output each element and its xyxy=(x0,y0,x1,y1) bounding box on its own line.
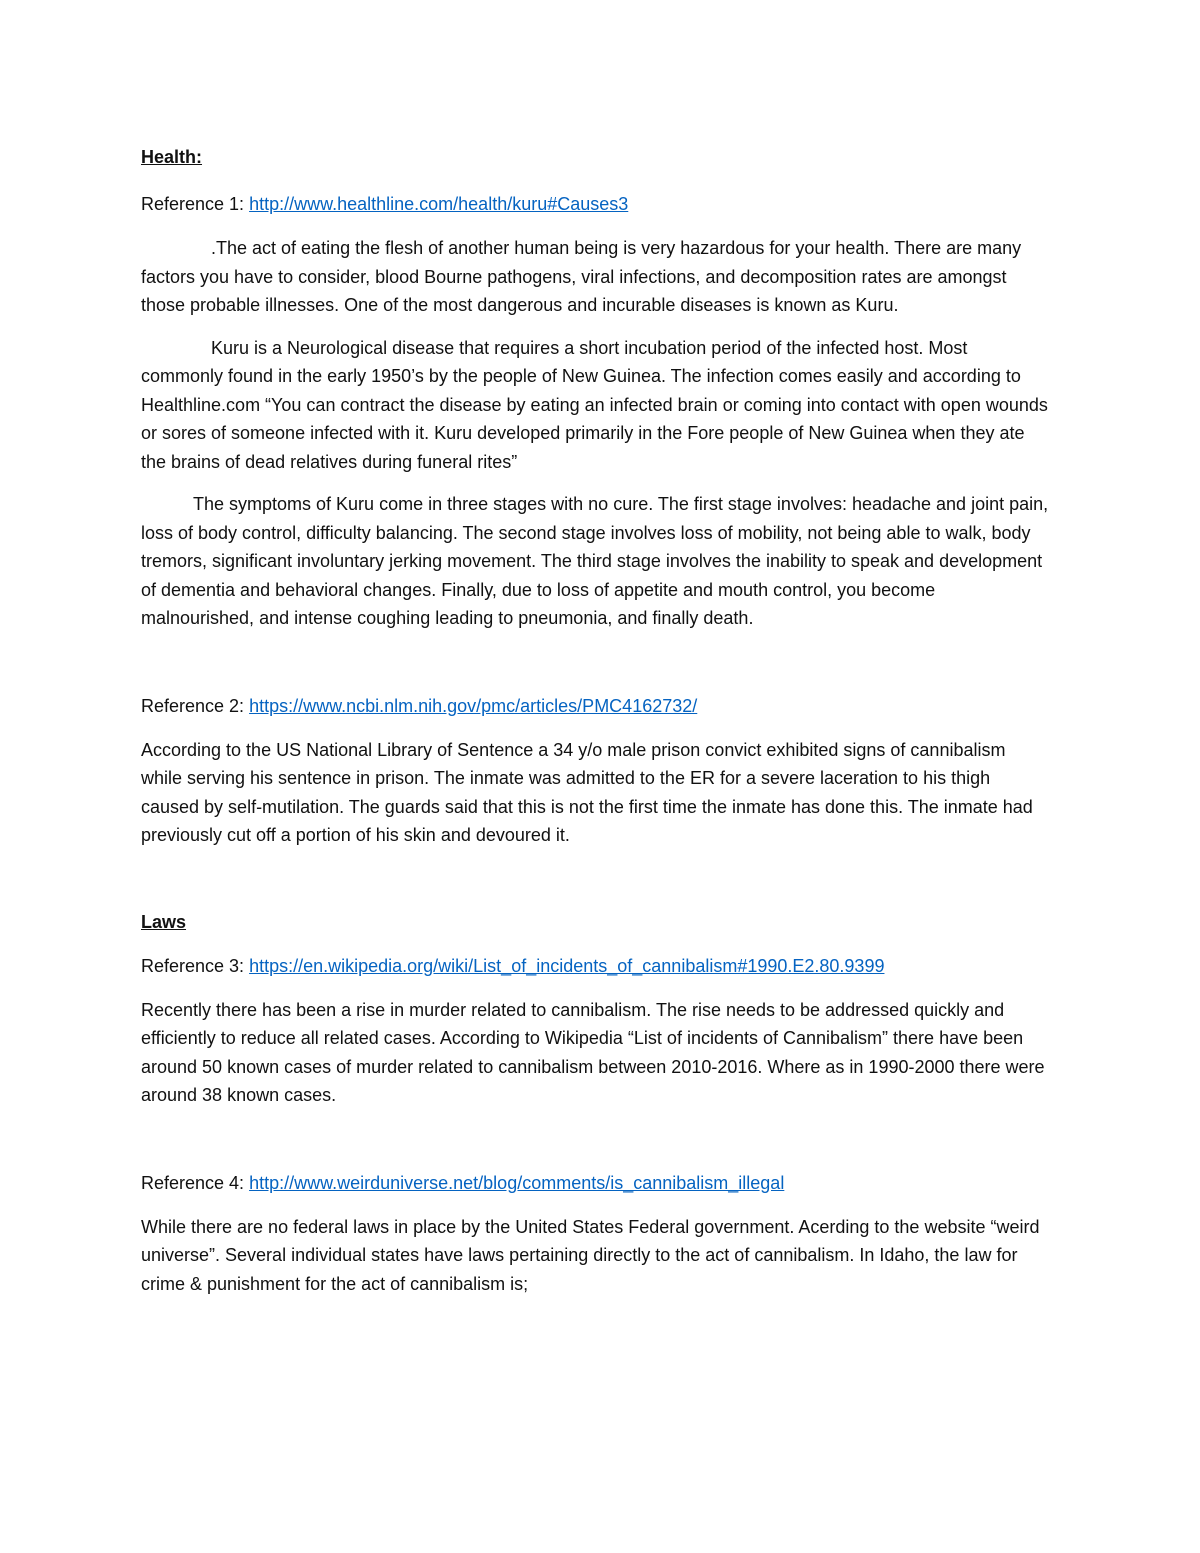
health-paragraph-1: .The act of eating the flesh of another human being is very hazardous for your health. There are many factors you have to consider, blood Bourne pathogens, viral infections, and decomposition rates are amongst those probable illnesses. One of the most dangerous and incurable diseases is known as Kuru. xyxy=(141,238,1022,315)
reference-2-label: Reference 2: xyxy=(141,695,250,716)
reference-2 xyxy=(141,692,1051,720)
reference-3-paragraph: Recently there has been a rise in murder related to cannibalism. The rise needs to be addressed quickly and efficiently to reduce all related cases. According to Wikipedia “List of incidents of Cannibalism” there have been around 50 known cases of murder related to cannibalism between 2010-2016. Where as in 1990-2000 there were around 38 known cases. xyxy=(141,999,1045,1105)
reference-4-label: Reference 4: xyxy=(141,1172,250,1193)
health-heading: Health: xyxy=(141,147,203,167)
health-paragraph-2: Kuru is a Neurological disease that requires a short incubation period of the infected host. Most commonly found in the early 1950’s by the people of New Guinea. The infection comes easily and according to Healthline.com “You can contract the disease by eating an infected brain or coming into contact with open wounds or sores of someone infected with it. Kuru developed primarily in the Fore people of New Guinea when they ate the brains of dead relatives during funeral rites” xyxy=(141,337,1048,472)
reference-3-link[interactable]: https://en.wikipedia.org/wiki/List_of_incidents_of_cannibalism#1990.E2.80.9399 xyxy=(249,955,885,976)
reference-3 xyxy=(141,952,1051,980)
reference-3-label: Reference 3: xyxy=(141,955,250,976)
reference-2-paragraph: According to the US National Library of Sentence a 34 y/o male prison convict exhibited signs of cannibalism while serving his sentence in prison. The inmate was admitted to the ER for a severe laceration to his thigh caused by self-mutilation. The guards said that this is not the first time the inmate has done this. The inmate had previously cut off a portion of his skin and devoured it. xyxy=(141,739,1033,845)
reference-4 xyxy=(141,1169,1051,1197)
reference-1 xyxy=(141,190,1051,218)
health-paragraph-3: The symptoms of Kuru come in three stages with no cure. The first stage involves: headache and joint pain, loss of body control, difficulty balancing. The second stage involves loss of mobility, not being able to walk, body tremors, significant involuntary jerking movement. The third stage involves the inability to speak and development of dementia and behavioral changes. Finally, due to loss of appetite and mouth control, you become malnourished, and intense coughing leading to pneumonia, and finally death. xyxy=(141,494,1049,628)
reference-1-label: Reference 1: xyxy=(141,194,250,214)
reference-1-link[interactable]: http://www.healthline.com/health/kuru#Causes3 xyxy=(249,194,629,214)
laws-heading: Laws xyxy=(141,911,187,932)
document-body xyxy=(141,143,1051,1298)
reference-2-link[interactable]: https://www.ncbi.nlm.nih.gov/pmc/articles/PMC4162732/ xyxy=(249,695,698,716)
reference-4-link[interactable]: http://www.weirduniverse.net/blog/comments/is_cannibalism_illegal xyxy=(249,1172,785,1193)
reference-4-paragraph: While there are no federal laws in place by the United States Federal government. Acerding to the website “weird universe”. Several individual states have laws pertaining directly to the act of cannibalism. In Idaho, the law for crime & punishment for the act of cannibalism is; xyxy=(141,1216,1040,1294)
